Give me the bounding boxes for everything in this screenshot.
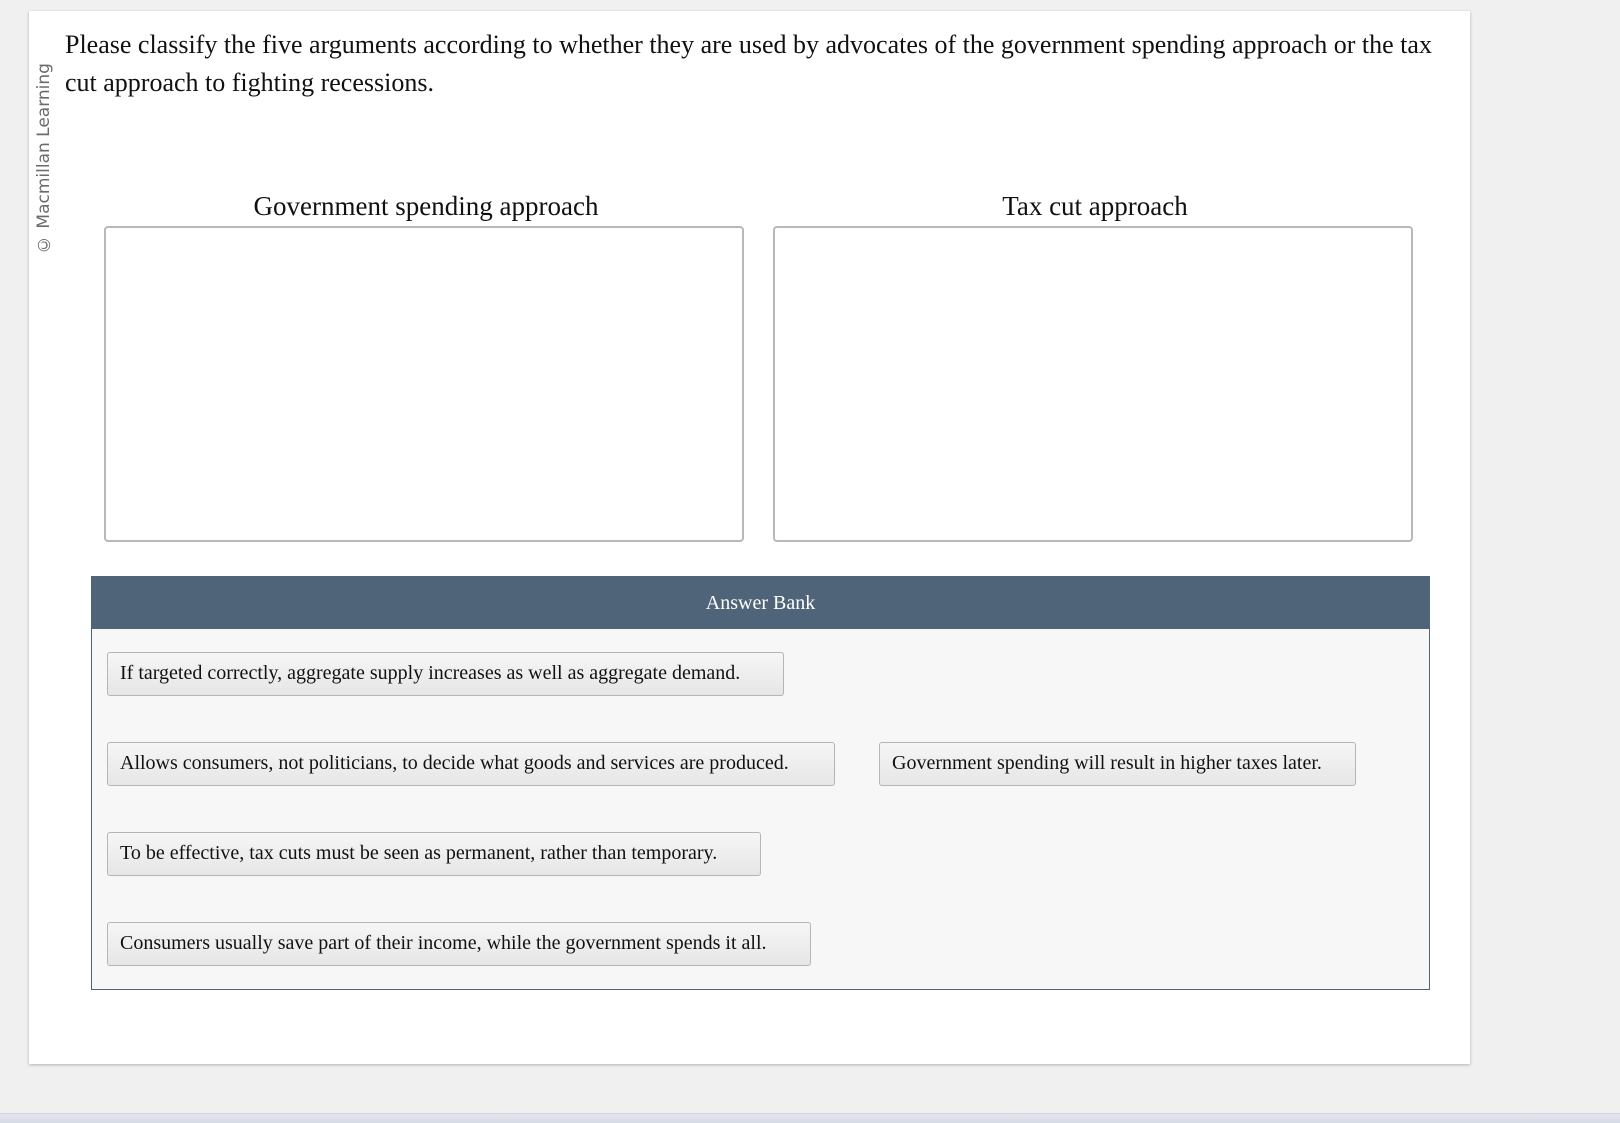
dropzone-government-spending[interactable] — [104, 226, 744, 542]
question-prompt: Please classify the five arguments according to whether they are used by advocates of the government spending approach or the tax cut approach to fighting recessions. — [65, 30, 1432, 97]
answer-chip[interactable]: If targeted correctly, aggregate supply increases as well as aggregate demand. — [107, 652, 784, 696]
answer-chip[interactable]: Government spending will result in higher taxes later. — [879, 742, 1356, 786]
answer-chip[interactable]: Allows consumers, not politicians, to decide what goods and services are produced. — [107, 742, 835, 786]
dropzone-tax-cut[interactable] — [773, 226, 1413, 542]
answer-bank-header: Answer Bank — [92, 577, 1429, 629]
answer-chip[interactable]: To be effective, tax cuts must be seen as permanent, rather than temporary. — [107, 832, 761, 876]
zone-title-tax-cut: Tax cut approach — [1002, 191, 1188, 221]
answer-bank[interactable] — [91, 576, 1430, 990]
copyright-watermark: © Macmillan Learning — [34, 63, 54, 254]
zone-title-government-spending: Government spending approach — [253, 191, 599, 221]
answer-chip[interactable]: Consumers usually save part of their income, while the government spends it all. — [107, 922, 811, 966]
